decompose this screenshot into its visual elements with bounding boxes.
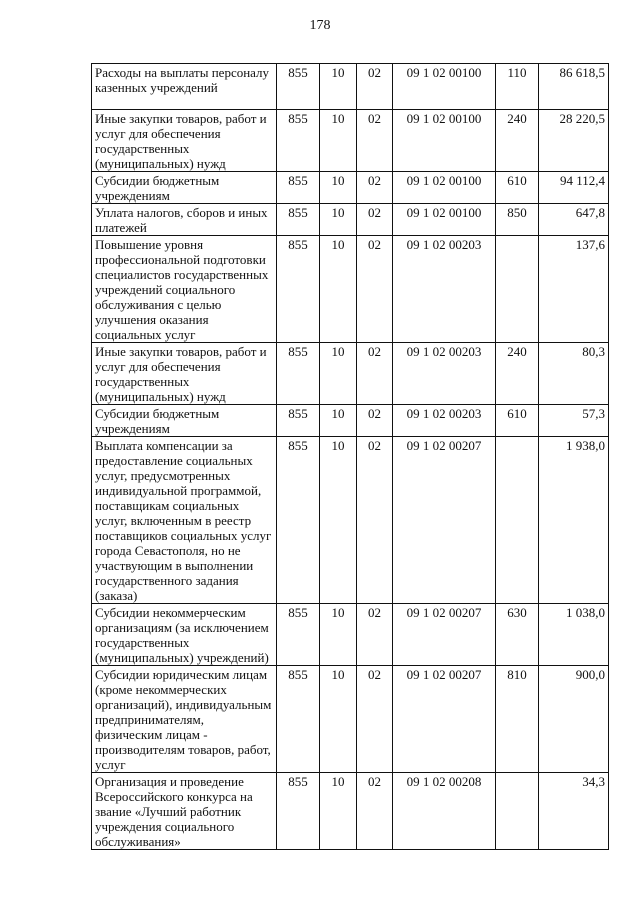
row-rz: 10: [320, 405, 357, 437]
row-rz: 10: [320, 437, 357, 604]
row-ved: 855: [277, 236, 320, 343]
row-name: Субсидии некоммерческим организациям (за исключением государственных (муниципальных) учреждений): [92, 604, 277, 666]
row-ved: 855: [277, 666, 320, 773]
row-name: Субсидии бюджетным учреждениям: [92, 172, 277, 204]
row-csr: 09 1 02 00100: [393, 172, 496, 204]
row-amount: 647,8: [539, 204, 609, 236]
row-rz: 10: [320, 110, 357, 172]
row-vr: 630: [496, 604, 539, 666]
row-ved: 855: [277, 773, 320, 850]
row-pr: 02: [357, 172, 393, 204]
row-csr: 09 1 02 00203: [393, 343, 496, 405]
row-vr: 110: [496, 64, 539, 110]
row-amount: 34,3: [539, 773, 609, 850]
row-csr: 09 1 02 00208: [393, 773, 496, 850]
row-rz: 10: [320, 236, 357, 343]
row-rz: 10: [320, 343, 357, 405]
row-amount: 80,3: [539, 343, 609, 405]
row-ved: 855: [277, 172, 320, 204]
table-row: [92, 172, 609, 204]
table-row: [92, 604, 609, 666]
row-csr: 09 1 02 00203: [393, 405, 496, 437]
row-pr: 02: [357, 405, 393, 437]
row-amount: 137,6: [539, 236, 609, 343]
row-rz: 10: [320, 773, 357, 850]
row-pr: 02: [357, 64, 393, 110]
table-row: [92, 236, 609, 343]
row-ved: 855: [277, 343, 320, 405]
row-vr: 850: [496, 204, 539, 236]
row-ved: 855: [277, 604, 320, 666]
row-csr: 09 1 02 00100: [393, 110, 496, 172]
row-ved: 855: [277, 405, 320, 437]
page-number: 178: [309, 18, 331, 33]
row-name: Иные закупки товаров, работ и услуг для обеспечения государственных (муниципальных) нужд: [92, 343, 277, 405]
row-name: Уплата налогов, сборов и иных платежей: [92, 204, 277, 236]
row-pr: 02: [357, 666, 393, 773]
row-vr: 240: [496, 343, 539, 405]
table-row: [92, 110, 609, 172]
table-row: [92, 437, 609, 604]
row-vr: [496, 773, 539, 850]
row-name: Повышение уровня профессиональной подготовки специалистов государственных учреждений социального обслуживания с целью улучшения оказания социальных услуг: [92, 236, 277, 343]
row-ved: 855: [277, 110, 320, 172]
row-vr: [496, 236, 539, 343]
row-amount: 900,0: [539, 666, 609, 773]
row-rz: 10: [320, 604, 357, 666]
table-row: [92, 64, 609, 110]
table-row: [92, 204, 609, 236]
row-vr: 610: [496, 172, 539, 204]
row-ved: 855: [277, 64, 320, 110]
row-csr: 09 1 02 00207: [393, 437, 496, 604]
row-pr: 02: [357, 437, 393, 604]
table-row: [92, 773, 609, 850]
row-amount: 28 220,5: [539, 110, 609, 172]
row-ved: 855: [277, 437, 320, 604]
row-csr: 09 1 02 00100: [393, 64, 496, 110]
row-pr: 02: [357, 204, 393, 236]
row-name: Субсидии юридическим лицам (кроме некоммерческих организаций), индивидуальным предпринимателям, физическим лицам - производителям товаров, работ, услуг: [92, 666, 277, 773]
table-row: [92, 343, 609, 405]
row-name: Иные закупки товаров, работ и услуг для обеспечения государственных (муниципальных) нужд: [92, 110, 277, 172]
row-rz: 10: [320, 666, 357, 773]
row-amount: 1 938,0: [539, 437, 609, 604]
row-csr: 09 1 02 00207: [393, 604, 496, 666]
row-name: Субсидии бюджетным учреждениям: [92, 405, 277, 437]
row-vr: [496, 437, 539, 604]
row-pr: 02: [357, 604, 393, 666]
row-pr: 02: [357, 343, 393, 405]
row-vr: 610: [496, 405, 539, 437]
row-vr: 240: [496, 110, 539, 172]
row-csr: 09 1 02 00203: [393, 236, 496, 343]
table-row: [92, 405, 609, 437]
row-csr: 09 1 02 00207: [393, 666, 496, 773]
row-amount: 57,3: [539, 405, 609, 437]
row-name: Расходы на выплаты персоналу казенных учреждений: [92, 64, 277, 110]
row-amount: 94 112,4: [539, 172, 609, 204]
row-csr: 09 1 02 00100: [393, 204, 496, 236]
row-amount: 1 038,0: [539, 604, 609, 666]
row-rz: 10: [320, 204, 357, 236]
row-rz: 10: [320, 64, 357, 110]
row-pr: 02: [357, 236, 393, 343]
row-rz: 10: [320, 172, 357, 204]
budget-table: [91, 63, 609, 850]
row-name: Выплата компенсации за предоставление социальных услуг, предусмотренных индивидуальной программой, поставщикам социальных услуг, включенным в реестр поставщиков социальных услуг города Севастополя, но не участвующим в выполнении государственного задания (заказа): [92, 437, 277, 604]
row-name: Организация и проведение Всероссийского конкурса на звание «Лучший работник учреждения социального обслуживания»: [92, 773, 277, 850]
row-pr: 02: [357, 773, 393, 850]
row-amount: 86 618,5: [539, 64, 609, 110]
row-vr: 810: [496, 666, 539, 773]
row-pr: 02: [357, 110, 393, 172]
table-row: [92, 666, 609, 773]
row-ved: 855: [277, 204, 320, 236]
